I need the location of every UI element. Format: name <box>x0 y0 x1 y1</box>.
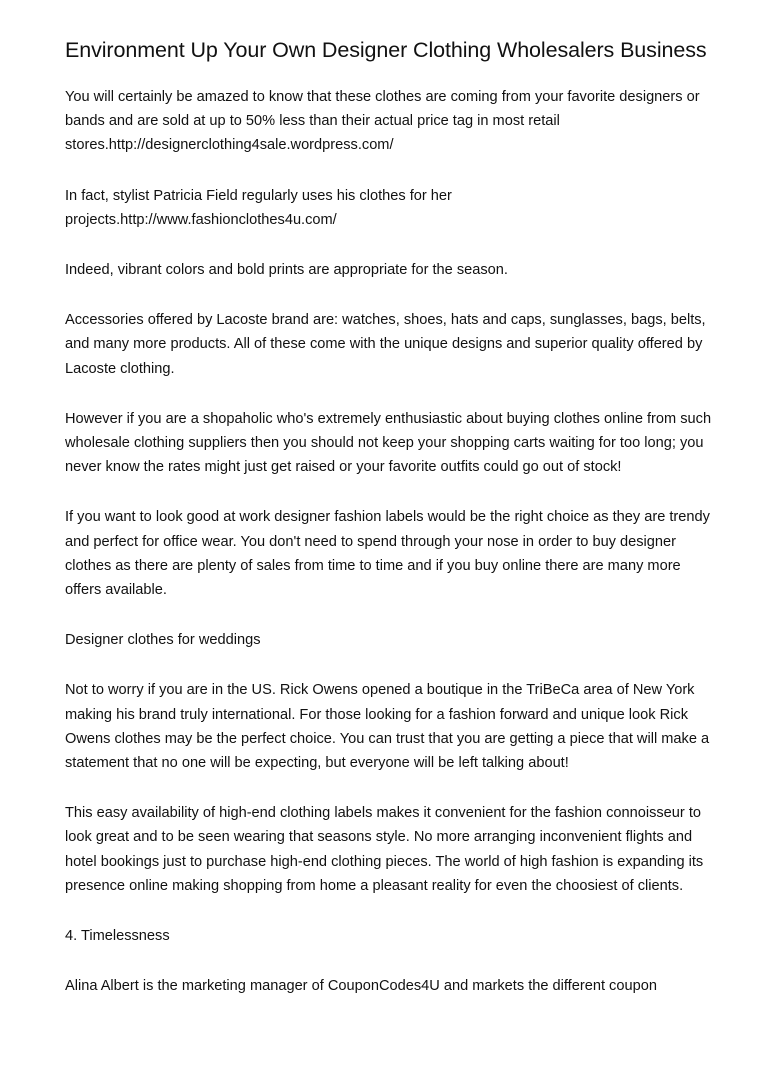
document-title: Environment Up Your Own Designer Clothing Wholesalers Business <box>65 38 707 62</box>
paragraph-availability: This easy availability of high-end clothing labels makes it convenient for the fashion connoisseur to look great and to be seen wearing that seasons style. No more arranging inconvenient flights and hotel bookings just to purchase high-end clothing pieces. The world of high fashion is expanding its presence online making shopping from home a pleasant reality for even the choosiest of clients. <box>65 805 704 894</box>
paragraph-shopaholic: However if you are a shopaholic who's extremely enthusiastic about buying clothes online from such wholesale clothing suppliers then you should not keep your shopping carts waiting for too long; you never know the rates might just get raised or your favorite outfits could go out of stock! <box>65 410 712 476</box>
paragraph-work-fashion: If you want to look good at work designer fashion labels would be the right choice as they are trendy and perfect for office wear. You don't need to spend through your nose in order to buy designer clothes as there are plenty of sales from time to time and if you buy online there are many more offers available. <box>65 509 710 599</box>
subheading-timelessness: 4. Timelessness <box>65 928 170 945</box>
subheading-weddings: Designer clothes for weddings <box>65 632 261 649</box>
paragraph-intro: You will certainly be amazed to know that these clothes are coming from your favorite designers or bands and are sold at up to 50% less than their actual price tag in most retail stores.http://designerclothing4sale.wordpress.com/ <box>65 89 700 154</box>
paragraph-vibrant-colors: Indeed, vibrant colors and bold prints are appropriate for the season. <box>65 262 508 279</box>
document-page <box>65 38 715 998</box>
paragraph-patricia-field: In fact, stylist Patricia Field regularly uses his clothes for her projects.http://www.fashionclothes4u.com/ <box>65 187 452 228</box>
paragraph-lacoste-accessories: Accessories offered by Lacoste brand are: watches, shoes, hats and caps, sunglasses, bags, belts, and many more products. All of these come with the unique designs and superior quality offered by Lacoste clothing. <box>65 312 706 377</box>
paragraph-alina-albert: Alina Albert is the marketing manager of CouponCodes4U and markets the different coupon <box>65 978 657 995</box>
paragraph-rick-owens: Not to worry if you are in the US. Rick Owens opened a boutique in the TriBeCa area of New York making his brand truly international. For those looking for a fashion forward and unique look Rick Owens clothes may be the perfect choice. You can trust that you are getting a piece that will make a statement that no one will be expecting, but everyone will be left talking about! <box>65 682 710 772</box>
